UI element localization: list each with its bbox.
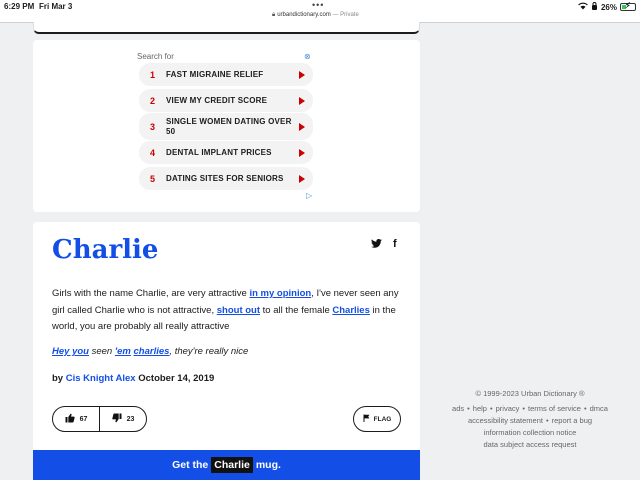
ad-item-label: VIEW MY CREDIT SCORE — [166, 95, 268, 105]
thumbs-up-icon — [65, 413, 75, 426]
status-time: 6:29 PM — [4, 2, 35, 11]
ad-item[interactable] — [139, 167, 313, 190]
get-mug-banner[interactable]: Get the Charlie mug. — [33, 450, 420, 480]
author-link[interactable]: Cis Knight Alex — [65, 373, 136, 384]
footer-link-privacy[interactable]: privacy — [495, 404, 520, 413]
ad-item-number: 4 — [149, 147, 155, 158]
ad-item[interactable] — [139, 63, 313, 86]
ad-close-icon[interactable]: ⊗ — [304, 52, 311, 61]
footer-link-report-bug[interactable]: report a bug — [551, 416, 593, 425]
ad-item-number: 3 — [149, 121, 155, 132]
definition-word[interactable]: Charlie — [52, 235, 159, 265]
definition-date: October 14, 2019 — [138, 373, 215, 384]
footer-link-accessibility[interactable]: accessibility statement — [467, 416, 543, 425]
footer-link-help[interactable]: help — [472, 404, 487, 413]
twitter-icon[interactable] — [371, 239, 382, 251]
footer-links-row: accessibility statement • report a bug — [467, 416, 593, 425]
ad-item-number: 2 — [149, 95, 155, 106]
url-text: urbandictionary.com — [277, 12, 331, 18]
battery-percent: 26% — [600, 2, 617, 12]
footer-copyright: © 1999-2023 Urban Dictionary ® — [475, 389, 585, 398]
status-right — [578, 2, 636, 12]
ad-item[interactable] — [139, 89, 313, 112]
wifi-icon — [578, 2, 588, 12]
example-link[interactable]: 'em — [114, 346, 131, 357]
ad-item-label: DATING SITES FOR SENIORS — [166, 173, 284, 183]
flag-button[interactable] — [353, 406, 401, 432]
address-bar[interactable] — [272, 12, 359, 19]
ad-item[interactable] — [139, 141, 313, 164]
battery-icon: ⚡︎ — [620, 3, 636, 11]
example-link[interactable]: Hey you — [52, 346, 89, 357]
thumbs-down-icon — [112, 413, 122, 426]
lock-icon: 🔒︎ — [272, 12, 276, 18]
play-arrow-icon — [299, 123, 305, 131]
flag-icon — [363, 414, 370, 424]
play-arrow-icon — [299, 97, 305, 105]
definition-author-line: by Cis Knight Alex October 14, 2019 — [52, 373, 215, 384]
upvote-button[interactable] — [53, 407, 99, 431]
ad-header: Search for — [137, 52, 174, 61]
previous-card-edge — [33, 22, 420, 34]
ad-card — [33, 40, 420, 212]
status-date: Fri Mar 3 — [39, 2, 73, 11]
definition-meaning: Girls with the name Charlie, are very attractive in my opinion, I've never seen any girl called Charlie who is not attractive, shout out to all the female Charlies in the world, you are probably all really attractive — [52, 288, 399, 332]
ad-item-label: DENTAL IMPLANT PRICES — [166, 147, 272, 157]
ad-item-number: 1 — [149, 69, 155, 80]
ad-item[interactable] — [139, 113, 313, 140]
meaning-link[interactable]: Charlies — [332, 304, 370, 316]
ad-item-number: 5 — [149, 173, 155, 184]
ad-item-label: SINGLE WOMEN DATING OVER 50 — [166, 116, 292, 136]
downvote-count: 23 — [126, 415, 135, 423]
upvote-count: 67 — [79, 415, 88, 423]
footer-link-info-collection[interactable]: information collection notice — [483, 428, 577, 437]
vote-buttons — [52, 406, 147, 432]
orientation-lock-icon — [591, 2, 598, 12]
facebook-icon[interactable]: f — [393, 238, 397, 250]
play-arrow-icon — [299, 71, 305, 79]
mug-word: Charlie — [211, 457, 253, 473]
definition-card — [33, 222, 420, 480]
footer-link-data-request[interactable]: data subject access request — [483, 440, 577, 449]
definition-example: Hey you seen 'em charlies, they're really nice — [52, 346, 249, 357]
multitasking-dots-icon[interactable]: ••• — [312, 0, 325, 10]
footer-link-dmca[interactable]: dmca — [589, 404, 608, 413]
footer-link-terms[interactable]: terms of service — [528, 404, 581, 413]
adchoices-icon[interactable]: ▷ — [306, 191, 313, 200]
example-link[interactable]: charlies — [133, 346, 170, 357]
flag-label: FLAG — [373, 415, 392, 423]
downvote-button[interactable] — [99, 407, 146, 431]
status-bar — [0, 0, 640, 22]
footer-link-ads[interactable]: ads — [452, 404, 465, 413]
footer-links-row: ads • help • privacy • terms of service • dmca — [452, 404, 608, 413]
play-arrow-icon — [299, 175, 305, 183]
play-arrow-icon — [299, 149, 305, 157]
ad-item-label: FAST MIGRAINE RELIEF — [166, 69, 264, 79]
meaning-link[interactable]: shout out — [216, 304, 261, 316]
meaning-link[interactable]: in my opinion — [249, 288, 312, 299]
private-label: — Private — [332, 12, 359, 18]
